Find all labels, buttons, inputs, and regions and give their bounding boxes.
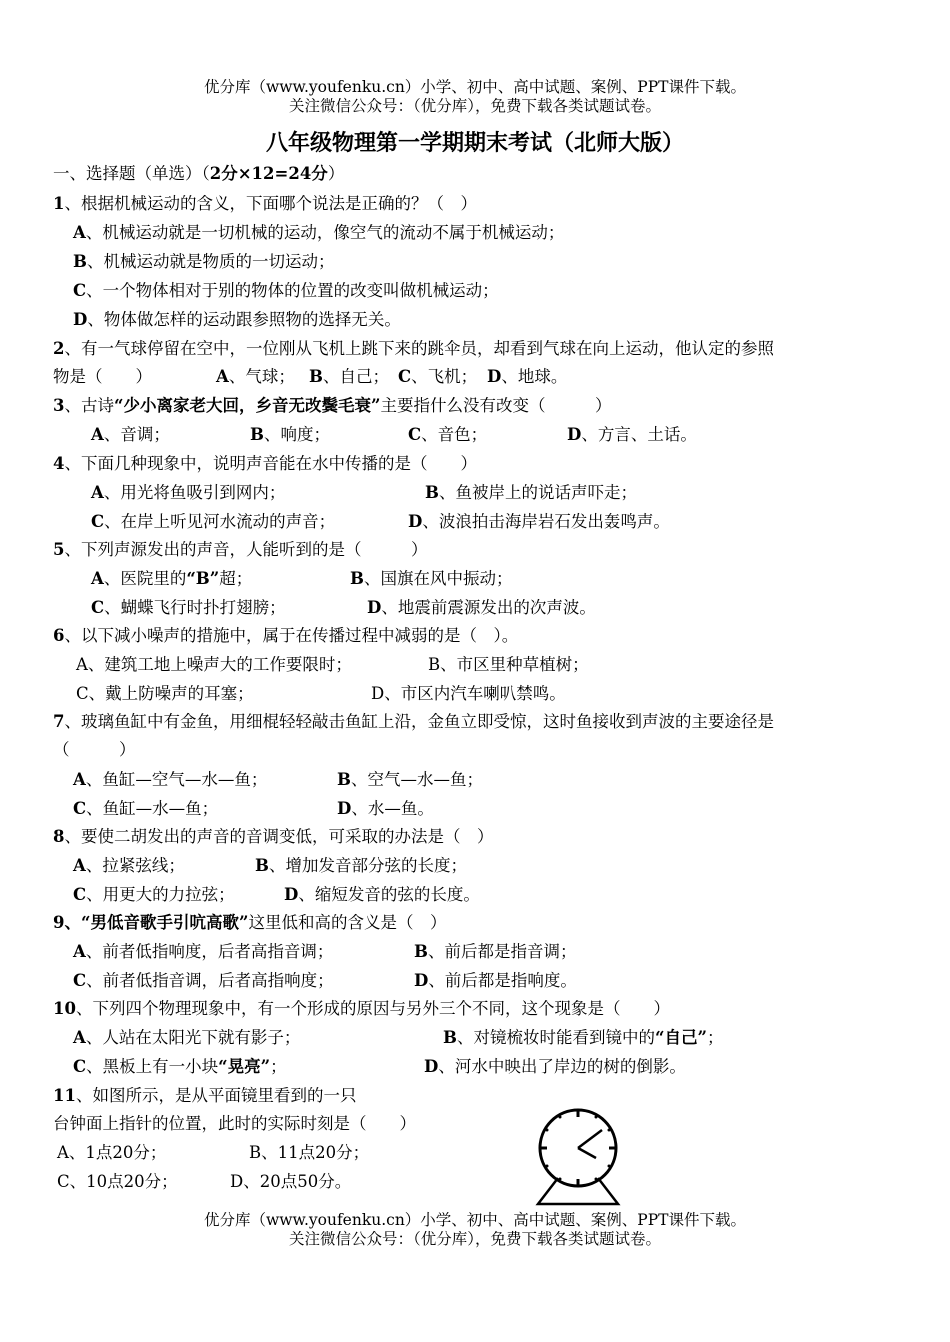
- q4-option-c: C、在岸上听见河水流动的声音；: [91, 512, 336, 531]
- q4-option-b: B、鱼被岸上的说话声吓走；: [425, 483, 637, 502]
- q6-option-d: D、市区内汽车喇叭禁鸣。: [371, 684, 566, 703]
- q8-option-b: B、增加发音部分弦的长度；: [255, 856, 467, 875]
- q2-option-b: B、自己；: [309, 367, 389, 386]
- header-line-2: 关注微信公众号：（优分库），免费下载各类试题试卷。: [288, 97, 661, 115]
- question-2: 2、有一气球停留在空中，一位刚从飞机上跳下来的跳伞员，却看到气球在向上运动，他认定的参照: [53, 339, 774, 358]
- footer-line-1: 优分库（www.youfenku.cn）小学、初中、高中试题、案例、PPT课件下载。: [203, 1211, 747, 1229]
- header-line-1: 优分库（www.youfenku.cn）小学、初中、高中试题、案例、PPT课件下载。: [203, 78, 747, 96]
- q2-option-c: C、飞机；: [398, 367, 478, 386]
- q3-option-c: C、音色；: [408, 425, 488, 444]
- question-6: 6、以下减小噪声的措施中，属于在传播过程中减弱的是（ ）。: [53, 626, 519, 645]
- question-7-cont: （ ）: [53, 740, 136, 759]
- q6-option-c: C、戴上防噪声的耳塞；: [76, 684, 254, 703]
- q8-option-a: A、拉紧弦线；: [73, 856, 185, 875]
- footer-line-2: 关注微信公众号：（优分库），免费下载各类试题试卷。: [288, 1230, 661, 1248]
- question-3: 3、古诗“少小离家老大回，乡音无改鬓毛衰”主要指什么没有改变（ ）: [53, 396, 612, 415]
- q1-option-a: A、机械运动就是一切机械的运动，像空气的流动不属于机械运动；: [73, 223, 565, 242]
- question-5: 5、下列声源发出的声音，人能听到的是（ ）: [53, 540, 428, 559]
- question-7: 7、玻璃鱼缸中有金鱼，用细棍轻轻敲击鱼缸上沿，金鱼立即受惊，这时鱼接收到声波的主要途径是: [53, 712, 774, 731]
- q6-option-b: B、市区里种草植树；: [428, 655, 589, 674]
- q1-option-d: D、物体做怎样的运动跟参照物的选择无关。: [73, 310, 401, 329]
- section-heading: 一、选择题（单选）（2分×12=24分）: [53, 164, 345, 183]
- q11-option-b: B、11点20分；: [249, 1143, 370, 1162]
- q8-option-c: C、用更大的力拉弦；: [73, 885, 235, 904]
- q4-option-d: D、波浪拍击海岸岩石发出轰鸣声。: [408, 512, 670, 531]
- q8-option-d: D、缩短发音的弦的长度。: [284, 885, 480, 904]
- question-10: 10、下列四个物理现象中，有一个形成的原因与另外三个不同，这个现象是（ ）: [53, 999, 670, 1018]
- q3-option-b: B、响度；: [250, 425, 330, 444]
- q11-option-c: C、10点20分；: [57, 1172, 178, 1191]
- q9-option-a: A、前者低指响度，后者高指音调；: [73, 942, 334, 961]
- q6-option-a: A、建筑工地上噪声大的工作要限时；: [76, 655, 352, 674]
- question-2-cont: 物是（ ）: [53, 367, 152, 386]
- q7-option-b: B、空气—水—鱼；: [337, 770, 483, 789]
- question-1: 1、根据机械运动的含义，下面哪个说法是正确的？（ ）: [53, 194, 477, 213]
- q5-option-a: A、医院里的“B”超；: [91, 569, 253, 588]
- question-4: 4、下面几种现象中，说明声音能在水中传播的是（ ）: [53, 454, 477, 473]
- q2-option-a: A、气球；: [216, 367, 295, 386]
- q3-option-a: A、音调；: [91, 425, 170, 444]
- q10-option-b: B、对镜梳妆时能看到镜中的“自己”；: [443, 1028, 724, 1047]
- q5-option-b: B、国旗在风中振动；: [350, 569, 513, 588]
- question-11-cont: 台钟面上指针的位置，此时的实际时刻是（ ）: [53, 1114, 416, 1133]
- q9-option-c: C、前者低指音调，后者高指响度；: [73, 971, 334, 990]
- q5-option-d: D、地震前震源发出的次声波。: [367, 598, 596, 617]
- q10-option-c: C、黑板上有一小块“晃亮”；: [73, 1057, 287, 1076]
- question-11: 11、如图所示，是从平面镜里看到的一只: [53, 1086, 357, 1105]
- q11-option-d: D、20点50分。: [230, 1172, 352, 1191]
- q7-option-a: A、鱼缸—空气—水—鱼；: [73, 770, 268, 789]
- page-title: 八年级物理第一学期期末考试（北师大版）: [265, 131, 684, 156]
- q11-option-a: A、1点20分；: [57, 1143, 167, 1162]
- q10-option-a: A、人站在太阳光下就有影子；: [73, 1028, 301, 1047]
- q4-option-a: A、用光将鱼吸引到网内；: [91, 483, 286, 502]
- q1-option-b: B、机械运动就是物质的一切运动；: [73, 252, 335, 271]
- q9-option-d: D、前后都是指响度。: [414, 971, 577, 990]
- q1-option-c: C、一个物体相对于别的物体的位置的改变叫做机械运动；: [73, 281, 499, 300]
- q7-option-c: C、鱼缸—水—鱼；: [73, 799, 219, 818]
- q3-option-d: D、方言、土话。: [567, 425, 697, 444]
- q5-option-c: C、蝴蝶飞行时扑打翅膀；: [91, 598, 286, 617]
- q7-option-d: D、水—鱼。: [337, 799, 434, 818]
- question-9: 9、“男低音歌手引吭高歌”这里低和高的含义是（ ）: [53, 913, 447, 932]
- q9-option-b: B、前后都是指音调；: [414, 942, 577, 961]
- question-8: 8、要使二胡发出的声音的音调变低，可采取的办法是（ ）: [53, 827, 494, 846]
- q2-option-d: D、地球。: [487, 367, 568, 386]
- q10-option-d: D、河水中映出了岸边的树的倒影。: [424, 1057, 686, 1076]
- mirror-clock-figure: [528, 1100, 628, 1210]
